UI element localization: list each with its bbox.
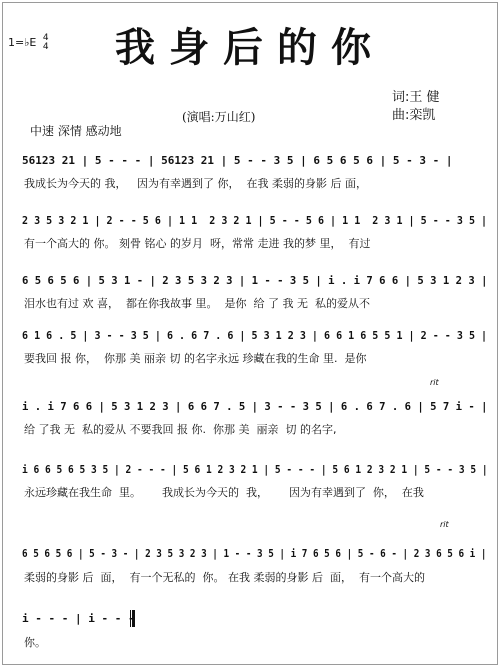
- song-title: 我身后的你: [115, 24, 385, 71]
- notation-line-2: 2 3 5 3 2 1 | 2 - - 5 6 | 1 1 2 3 2 1 | 5 - - 5 6 | 1 1 2 3 1 | 5 - - 3 5 |: [22, 214, 488, 227]
- lyric-line-1: 我成长为今天的 我， 因为有幸遇到了 你， 在我 柔弱的身影 后 面，: [24, 177, 367, 190]
- rit-marking-1: rit: [430, 378, 439, 387]
- notation-line-6: i 6 6 5 6 5 3 5 | 2 - - - | 5 6 1 2 3 2 1 | 5 - - - | 5 6 1 2 3 2 1 | 5 - - 3 5 |: [22, 463, 488, 476]
- lyric-line-3: 泪水也有过 欢 喜， 都在你我故事 里。 是你 给 了 我 无 私的爱从不: [24, 297, 370, 310]
- lyric-line-4: 要我回 报 你， 你那 美 丽亲 切 的名字永远 珍藏在我的生命 里. 是你: [24, 352, 367, 365]
- lyricist-credit: 词:王 健: [392, 90, 440, 105]
- meter-top: 4: [42, 33, 49, 43]
- key-label: 1=♭E: [8, 36, 37, 49]
- final-barline: [130, 610, 135, 627]
- tempo-marking: 中速 深情 感动地: [30, 124, 122, 138]
- notation-line-3: 6 5 6 5 6 | 5 3 1 - | 2 3 5 3 2 3 | 1 - - 3 5 | i . i 7 6 6 | 5 3 1 2 3 |: [22, 274, 488, 287]
- singer-credit: (演唱:万山红): [182, 110, 256, 124]
- lyric-line-7: 柔弱的身影 后 面， 有一个无私的 你。 在我 柔弱的身影 后 面， 有一个高大的: [24, 571, 425, 584]
- lyric-line-5: 给 了我 无 私的爱从 不要我回 报 你. 你那 美 丽亲 切 的名字,: [24, 423, 337, 436]
- notation-line-8: i - - - | i - - -: [22, 612, 135, 625]
- composer-credit: 曲:栾凯: [392, 108, 436, 123]
- notation-line-1: 56123 21 | 5 - - - | 56123 21 | 5 - - 3 5 | 6 5 6 5 6 | 5 - 3 - |: [22, 154, 453, 167]
- lyric-line-8: 你。: [24, 636, 46, 649]
- notation-line-4: 6 1 6 . 5 | 3 - - 3 5 | 6 . 6 7 . 6 | 5 3 1 2 3 | 6 6 1 6 5 5 1 | 2 - - 3 5 |: [22, 329, 488, 342]
- rit-marking-2: rit: [440, 520, 449, 529]
- lyric-line-2: 有一个高大的 你。 刻骨 铭心 的岁月 呀，常常 走进 我的梦 里， 有过: [24, 237, 371, 250]
- notation-line-5: i . i 7 6 6 | 5 3 1 2 3 | 6 6 7 . 5 | 3 - - 3 5 | 6 . 6 7 . 6 | 5 7 i - |: [22, 400, 488, 413]
- lyric-line-6: 永远珍藏在我生命 里。 我成长为今天的 我， 因为有幸遇到了 你， 在我: [24, 486, 424, 499]
- notation-line-7: 6 5 6 5 6 | 5 - 3 - | 2 3 5 3 2 3 | 1 - - 3 5 | i 7 6 5 6 | 5 - 6 - | 2 3 6 5 6 i |: [22, 547, 487, 560]
- meter-bottom: 4: [42, 42, 49, 52]
